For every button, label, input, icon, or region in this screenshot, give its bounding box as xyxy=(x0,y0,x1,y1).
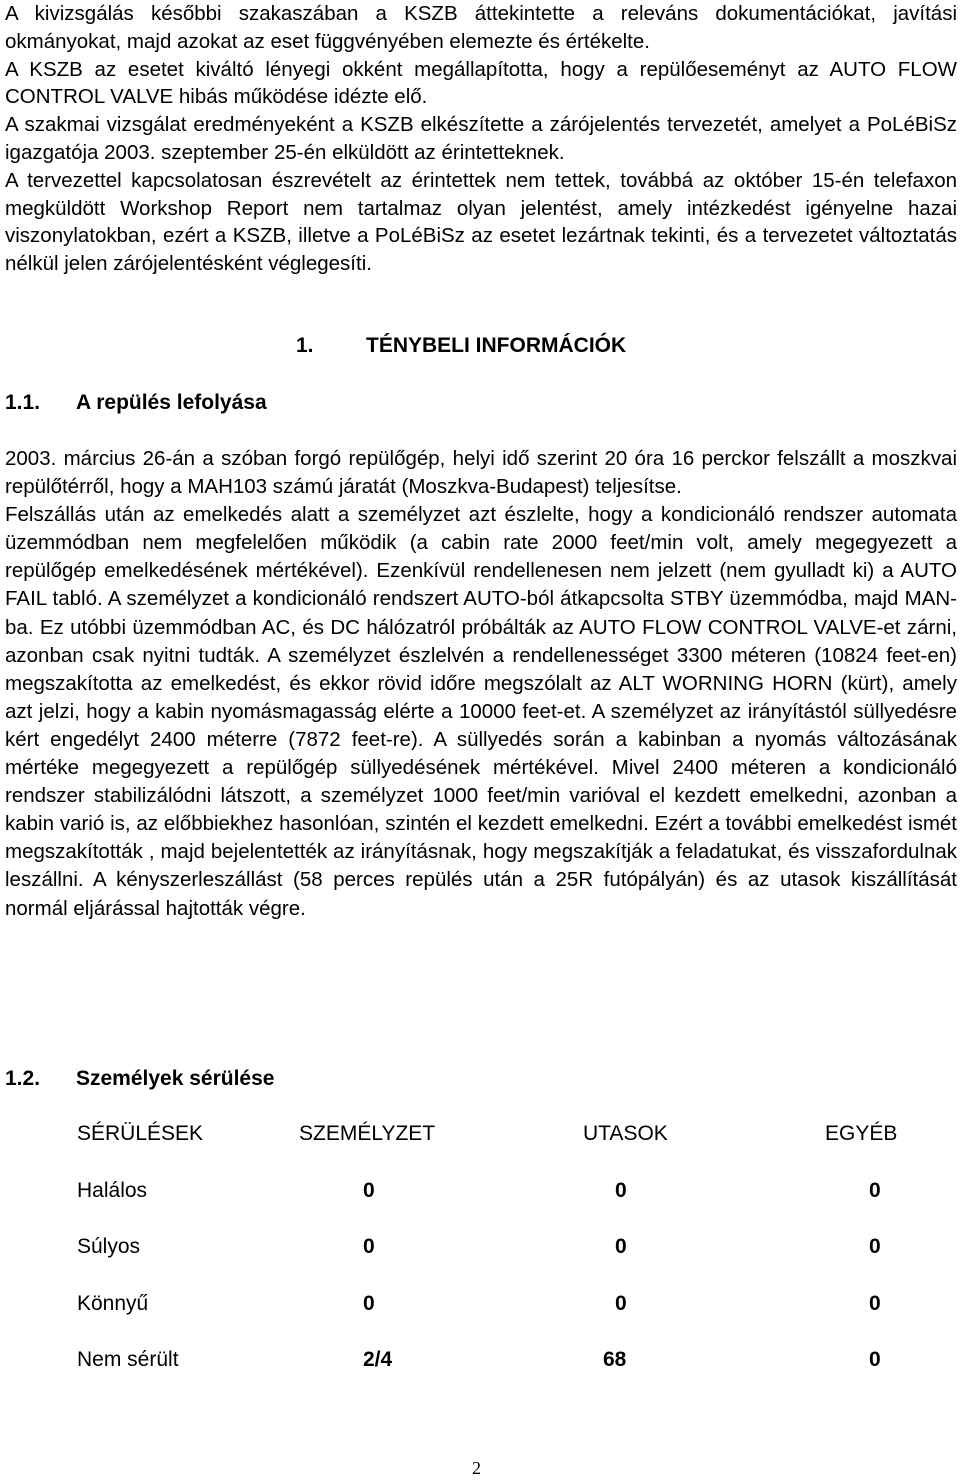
section-heading-1-1 xyxy=(5,391,267,415)
section-heading-1 xyxy=(296,334,626,358)
intro-paragraph-1: A kivizsgálás későbbi szakaszában a KSZB áttekintette a releváns dokumentációkat, javítási okmányokat, majd azokat az eset függvényében elemezte és értékelte. xyxy=(5,2,957,53)
section-title: Személyek sérülése xyxy=(76,1067,275,1090)
table-cell: Súlyos xyxy=(77,1235,141,1258)
section-title: TÉNYBELI INFORMÁCIÓK xyxy=(366,334,627,357)
table-cell: 0 xyxy=(363,1292,375,1315)
table-cell: 0 xyxy=(615,1235,627,1258)
table-header: EGYÉB xyxy=(825,1122,898,1145)
table-row xyxy=(0,1235,960,1265)
section-title: A repülés lefolyása xyxy=(76,391,267,414)
table-header: SZEMÉLYZET xyxy=(299,1122,436,1145)
flight-paragraph-1: 2003. március 26-án a szóban forgó repülőgép, helyi idő szerint 20 óra 16 perckor felszállt a moszkvai repülőtérről, hogy a MAH103 számú járatát (Moszkva-Budapest) teljesítse. xyxy=(5,447,957,499)
table-header: UTASOK xyxy=(583,1122,668,1145)
table-cell: 0 xyxy=(363,1179,375,1202)
table-cell: 2/4 xyxy=(363,1348,393,1371)
table-cell: 0 xyxy=(363,1235,375,1258)
table-cell: 0 xyxy=(615,1179,627,1202)
table-cell: Nem sérült xyxy=(77,1348,179,1371)
intro-section xyxy=(5,0,957,278)
table-cell: 0 xyxy=(869,1292,881,1315)
table-row xyxy=(0,1348,960,1378)
table-cell: Könnyű xyxy=(77,1292,149,1315)
intro-paragraph-4: A tervezettel kapcsolatosan észrevételt az érintettek nem tettek, továbbá az október 15-én telefaxon megküldött Workshop Report nem tartalmaz olyan jelentést, amely intézkedést igényelne hazai viszonylatokban, ezért a KSZB, illetve a PoLéBiSz az esetet lezártnak tekinti, és a tervezetet változtatás nélkül jelen zárójelentésként véglegesíti. xyxy=(5,168,957,276)
table-header-row xyxy=(0,1122,960,1152)
section-number: 1.1. xyxy=(5,391,41,414)
table-cell: 68 xyxy=(603,1348,627,1371)
intro-paragraph-2: A KSZB az esetet kiváltó lényegi okként megállapította, hogy a repülőeseményt az AUTO FLOW CONTROL VALVE hibás működése idézte elő. xyxy=(5,57,957,109)
table-row xyxy=(0,1179,960,1209)
table-cell: 0 xyxy=(869,1179,881,1202)
intro-paragraph-3: A szakmai vizsgálat eredményeként a KSZB elkészítette a zárójelentés tervezetét, amelyet a PoLéBiSz igazgatója 2003. szeptember 25-én elküldött az érintetteknek. xyxy=(5,113,957,164)
flight-section xyxy=(5,445,957,923)
section-heading-1-2 xyxy=(5,1067,274,1091)
table-row xyxy=(0,1292,960,1322)
section-number: 1.2. xyxy=(5,1067,41,1090)
table-cell: 0 xyxy=(869,1235,881,1258)
table-cell: Halálos xyxy=(77,1179,148,1202)
flight-paragraph-2: Felszállás után az emelkedés alatt a személyzet azt észlelte, hogy a kondicionáló rendszer automata üzemmódban nem megfelelően működik (a cabin rate 2000 feet/min volt, amely megegyezett a repülőgép emelkedésének mértékével). Ezenkívül rendellenesen nem jelzett (nem gyulladt ki) a AUTO FAIL tabló. A személyzet a kondicionáló rendszert AUTO-ból átkapcsolta STBY üzemmódba, majd MAN-ba. Ez utóbbi üzemmódban AC, és DC hálózatról próbálták az AUTO FLOW CONTROL VALVE-et zárni, azonban csak nyitni tudták. A személyzet észlelvén a rendellenességet 3300 méteren (10824 feet-en) megszakította az emelkedést, és ekkor rövid időre megszólalt az ALT WORNING HORN (kürt), amely azt jelzi, hogy a kabin nyomásmagasság elérte a 10000 feet-et. A személyzet az irányítástól süllyedésre kért engedélyt 2400 méterre (7872 feet-re). A süllyedés során a kabinban a nyomás változásának mértéke megegyezett a repülőgép süllyedésének mértékével. Mivel 2400 méteren a kondicionáló rendszer stabilizálódni látszott, a személyzet 1000 feet/min varióval el kezdett emelkedni, azonban a kabin varió is, az előbbiekhez hasonlóan, szintén el kezdett emelkedni. Ezért a további emelkedést ismét megszakították , majd bejelentették az irányításnak, hogy megszakítják a feladatukat, és visszafordulnak leszállni. A kényszerleszállást (58 perces repülés után a 25R futópályán) és az utasok kiszállítását normál eljárással hajtották végre. xyxy=(5,503,957,920)
table-header: SÉRÜLÉSEK xyxy=(77,1122,204,1145)
table-cell: 0 xyxy=(869,1348,881,1371)
page-number: 2 xyxy=(472,1458,481,1478)
table-cell: 0 xyxy=(615,1292,627,1315)
section-number: 1. xyxy=(296,334,314,357)
